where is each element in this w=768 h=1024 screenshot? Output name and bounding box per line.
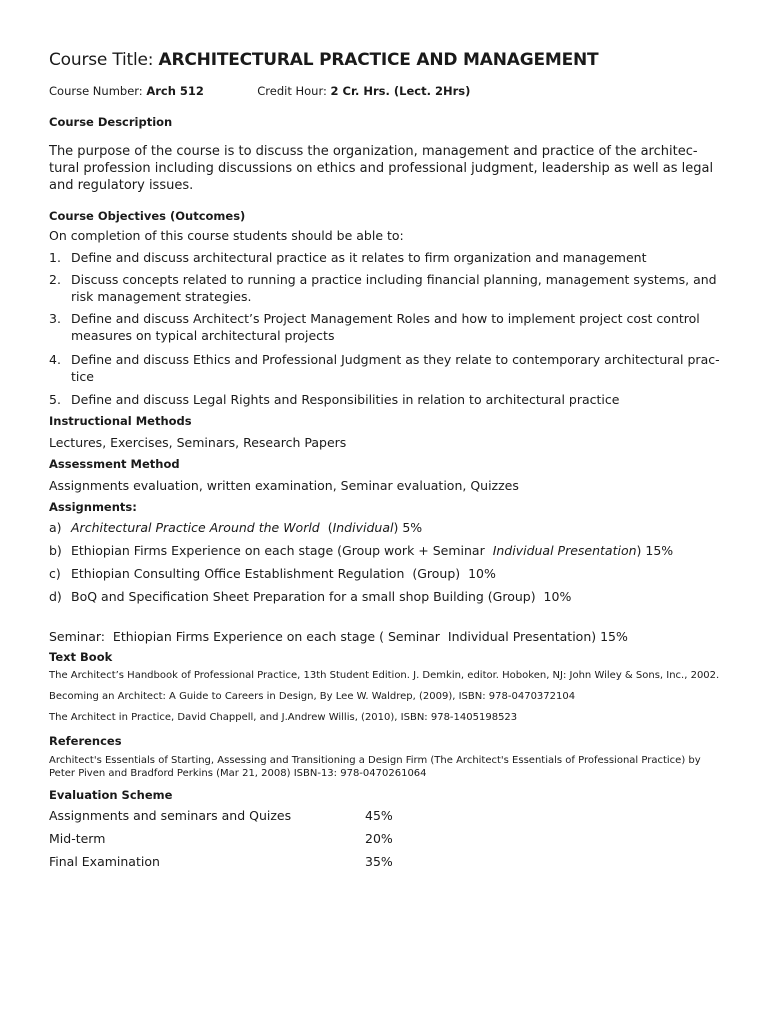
- assignments-heading: Assignments:: [49, 500, 137, 514]
- assignment-item-c: c) Ethiopian Consulting Office Establishment Regulation (Group) 10%: [49, 566, 496, 581]
- objective-text: Define and discuss Ethics and Professional Judgment as they relate to contemporary architectural prac-tice: [71, 352, 720, 384]
- objective-number: 3.: [49, 311, 61, 326]
- evaluation-item: Mid-term: [49, 831, 106, 846]
- evaluation-item: Final Examination: [49, 854, 160, 869]
- objective-number: 5.: [49, 392, 61, 407]
- textbook-heading: Text Book: [49, 650, 113, 664]
- instructional-heading: Instructional Methods: [49, 414, 192, 428]
- assignment-a-title: Architectural Practice Around the World: [71, 520, 320, 535]
- objective-number: 4.: [49, 352, 61, 367]
- objective-text: Define and discuss architectural practice as it relates to firm organization and management: [71, 250, 647, 265]
- objectives-heading: Course Objectives (Outcomes): [49, 209, 246, 223]
- objective-item: [49, 310, 724, 344]
- description-text: The purpose of the course is to discuss the organization, management and practice of the architec-tural profession including discussions on ethics and professional judgment, leadership as well as legal and regulatory issues.: [49, 144, 714, 193]
- description-heading: Course Description: [49, 115, 173, 129]
- objectives-list: [49, 249, 724, 408]
- evaluation-heading: Evaluation Scheme: [49, 788, 173, 802]
- objective-number: 1.: [49, 250, 61, 265]
- course-meta: [49, 84, 724, 98]
- evaluation-row: [49, 853, 724, 870]
- objective-text: Define and discuss Architect’s Project Management Roles and how to implement project cost control measures on typical architectural projects: [71, 311, 700, 343]
- evaluation-row: [49, 830, 724, 847]
- assessment-heading: Assessment Method: [49, 457, 180, 471]
- objectives-intro: On completion of this course students should be able to:: [49, 228, 404, 243]
- course-title-label: Course Title:: [49, 50, 154, 70]
- course-title: [49, 50, 724, 70]
- evaluation-percent: 35%: [365, 854, 393, 869]
- textbook-item: The Architect in Practice, David Chappell, and J.Andrew Willis, (2010), ISBN: 978-1405198523: [49, 712, 518, 723]
- credit-hour-value: 2 Cr. Hrs. (Lect. 2Hrs): [330, 84, 471, 98]
- course-number-label: Course Number:: [49, 84, 143, 98]
- objective-number: 2.: [49, 272, 61, 287]
- references-heading: References: [49, 734, 122, 748]
- document-page: [49, 50, 724, 870]
- credit-hour-label: Credit Hour:: [257, 84, 327, 98]
- textbook-item: Becoming an Architect: A Guide to Careers in Design, By Lee W. Waldrep, (2009), ISBN: 978-0470372104: [49, 691, 576, 702]
- textbook-item: The Architect’s Handbook of Professional Practice, 13th Student Edition. J. Demkin, editor. Hoboken, NJ: John Wiley & Sons, Inc., 2002.: [49, 670, 720, 681]
- evaluation-item: Assignments and seminars and Quizes: [49, 808, 292, 823]
- objective-item: [49, 249, 724, 266]
- course-title-value: ARCHITECTURAL PRACTICE AND MANAGEMENT: [158, 50, 599, 70]
- instructional-text: Lectures, Exercises, Seminars, Research Papers: [49, 435, 347, 450]
- assignment-item-b: b) Ethiopian Firms Experience on each stage (Group work + Seminar Individual Presentation) 15%: [49, 543, 674, 558]
- objective-text: Define and discuss Legal Rights and Responsibilities in relation to architectural practice: [71, 392, 620, 407]
- course-number-value: Arch 512: [146, 84, 204, 98]
- assignment-item-a: a) Architectural Practice Around the World (Individual) 5%: [49, 520, 423, 535]
- objective-text: Discuss concepts related to running a practice including financial planning, management systems, and risk management strategies.: [71, 272, 717, 304]
- assignment-item-d: d) BoQ and Specification Sheet Preparation for a small shop Building (Group) 10%: [49, 589, 572, 604]
- references-text: Architect's Essentials of Starting, Assessing and Transitioning a Design Firm (The Architect's Essentials of Professional Practice) by Peter Piven and Bradford Perkins (Mar 21, 2008) ISBN-13: 978-0470261064: [49, 755, 701, 779]
- objective-item: [49, 271, 724, 305]
- evaluation-percent: 20%: [365, 831, 393, 846]
- objective-item: [49, 391, 724, 408]
- assessment-text: Assignments evaluation, written examination, Seminar evaluation, Quizzes: [49, 478, 519, 493]
- evaluation-row: [49, 807, 724, 824]
- objective-item: [49, 351, 724, 385]
- evaluation-percent: 45%: [365, 808, 393, 823]
- seminar-text: Seminar: Ethiopian Firms Experience on each stage ( Seminar Individual Presentation) 15%: [49, 629, 628, 644]
